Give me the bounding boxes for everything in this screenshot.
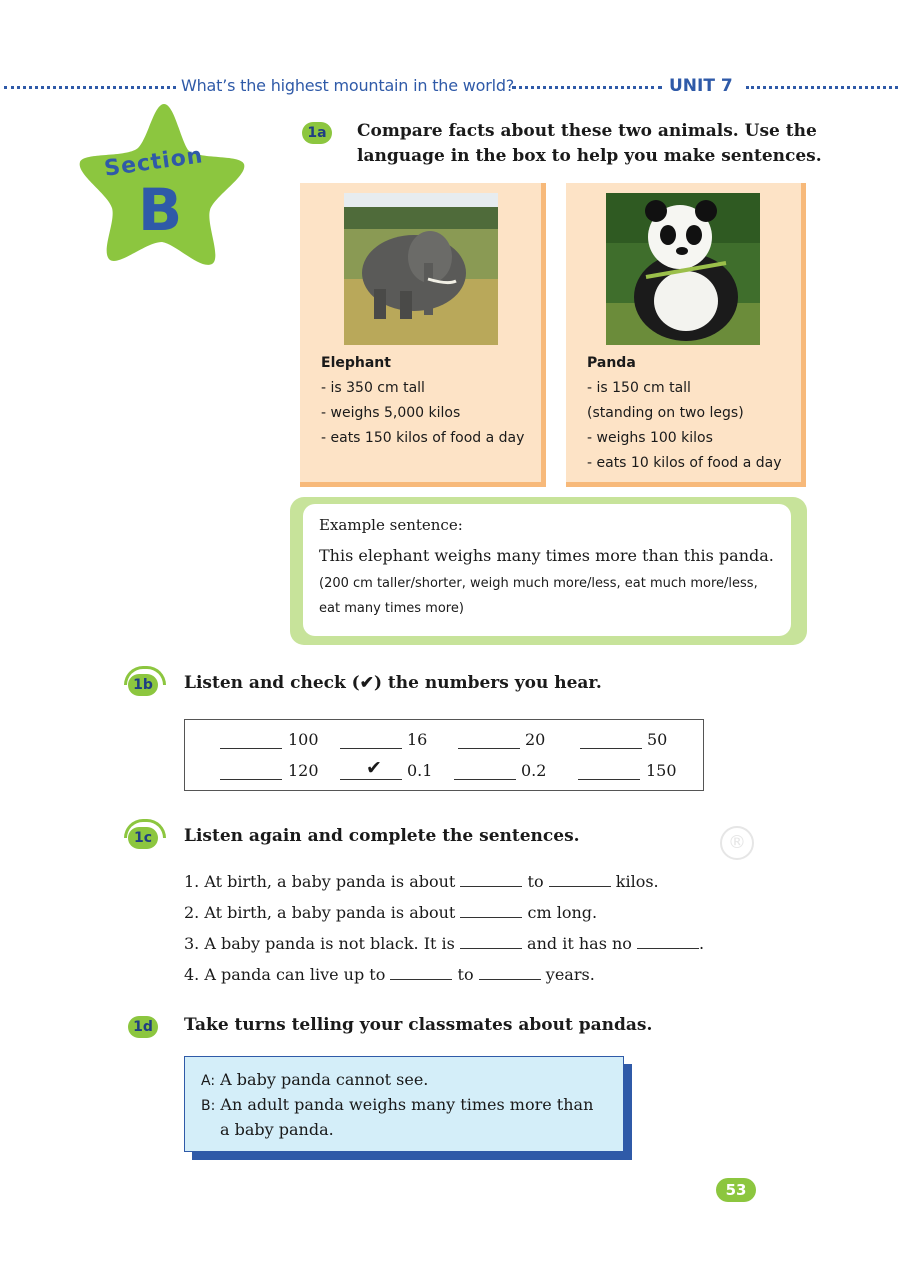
sentence-4 bbox=[184, 965, 595, 984]
check-blank[interactable] bbox=[578, 765, 640, 780]
check-blank[interactable] bbox=[458, 734, 520, 749]
answer-blank[interactable] bbox=[549, 874, 611, 887]
number-option: 16 bbox=[407, 730, 428, 749]
elephant-name: Elephant bbox=[321, 355, 391, 371]
check-blank[interactable] bbox=[454, 765, 516, 780]
sentence-text: 4. A panda can live up to bbox=[184, 965, 386, 984]
panda-photo bbox=[606, 193, 760, 345]
sentence-text: to bbox=[527, 872, 544, 891]
number-option: 150 bbox=[646, 761, 677, 780]
sentence-text: years. bbox=[545, 965, 595, 984]
answer-blank[interactable] bbox=[479, 967, 541, 980]
numbers-box bbox=[184, 719, 704, 791]
header-rule-right bbox=[746, 86, 898, 89]
registered-watermark: ® bbox=[720, 826, 754, 860]
answer-blank[interactable] bbox=[390, 967, 452, 980]
answer-blank[interactable] bbox=[637, 936, 699, 949]
header-unit: UNIT 7 bbox=[669, 76, 733, 96]
dialogue-text: An adult panda weighs many times more than bbox=[220, 1095, 594, 1114]
number-option: 0.2 bbox=[521, 761, 547, 780]
sentence-2 bbox=[184, 903, 597, 922]
panda-fact-2: (standing on two legs) bbox=[587, 405, 744, 421]
badge-1b: 1b bbox=[128, 674, 158, 696]
sentence-3 bbox=[184, 934, 704, 953]
check-mark-icon: ✔ bbox=[366, 757, 382, 779]
page-number: 53 bbox=[716, 1178, 756, 1202]
sentence-text: kilos. bbox=[615, 872, 659, 891]
check-blank[interactable] bbox=[340, 734, 402, 749]
dialogue-line-b-cont: a baby panda. bbox=[220, 1120, 334, 1139]
header-rule-left bbox=[4, 86, 176, 89]
number-option: 50 bbox=[647, 730, 668, 749]
dialogue-text: A baby panda cannot see. bbox=[220, 1070, 429, 1089]
sentence-1 bbox=[184, 872, 659, 891]
section-label: Section bbox=[102, 143, 205, 182]
panda-name: Panda bbox=[587, 355, 636, 371]
elephant-fact-3: - eats 150 kilos of food a day bbox=[321, 430, 525, 446]
sentence-text: to bbox=[457, 965, 474, 984]
number-option: 120 bbox=[288, 761, 319, 780]
number-option: 20 bbox=[525, 730, 546, 749]
answer-blank[interactable] bbox=[460, 936, 522, 949]
sentence-text: 2. At birth, a baby panda is about bbox=[184, 903, 456, 922]
header-rule-middle bbox=[512, 86, 662, 89]
number-option: 100 bbox=[288, 730, 319, 749]
number-option: 0.1 bbox=[407, 761, 433, 780]
elephant-fact-2: - weighs 5,000 kilos bbox=[321, 405, 461, 421]
instruction-1a-line2: language in the box to help you make sentences. bbox=[357, 146, 822, 166]
example-sentence: This elephant weighs many times more than this panda. bbox=[319, 546, 774, 565]
badge-1c: 1c bbox=[128, 827, 158, 849]
answer-blank[interactable] bbox=[460, 905, 522, 918]
instruction-1a-line1: Compare facts about these two animals. Use the bbox=[357, 121, 817, 141]
section-letter: B bbox=[138, 176, 183, 244]
instruction-1c: Listen again and complete the sentences. bbox=[184, 826, 580, 846]
sentence-text: . bbox=[699, 934, 705, 953]
header-title: What’s the highest mountain in the world? bbox=[181, 76, 515, 95]
example-note-1: (200 cm taller/shorter, weigh much more/less, eat much more/less, bbox=[319, 576, 758, 591]
sentence-text: 1. At birth, a baby panda is about bbox=[184, 872, 456, 891]
badge-1a: 1a bbox=[302, 122, 332, 144]
dialogue-line-a bbox=[201, 1070, 428, 1089]
speaker-b: B: bbox=[201, 1098, 216, 1114]
check-blank[interactable] bbox=[220, 734, 282, 749]
example-label: Example sentence: bbox=[319, 516, 463, 534]
sentence-text: cm long. bbox=[527, 903, 598, 922]
elephant-photo bbox=[344, 193, 498, 345]
panda-fact-3: - weighs 100 kilos bbox=[587, 430, 713, 446]
panda-fact-1: - is 150 cm tall bbox=[587, 380, 691, 396]
elephant-fact-1: - is 350 cm tall bbox=[321, 380, 425, 396]
instruction-1d: Take turns telling your classmates about pandas. bbox=[184, 1015, 653, 1035]
speaker-a: A: bbox=[201, 1073, 216, 1089]
badge-1d: 1d bbox=[128, 1016, 158, 1038]
instruction-1b: Listen and check (✔) the numbers you hear. bbox=[184, 673, 602, 693]
check-blank[interactable] bbox=[220, 765, 282, 780]
sentence-text: 3. A baby panda is not black. It is bbox=[184, 934, 455, 953]
check-blank[interactable] bbox=[580, 734, 642, 749]
panda-fact-4: - eats 10 kilos of food a day bbox=[587, 455, 782, 471]
answer-blank[interactable] bbox=[460, 874, 522, 887]
dialogue-line-b bbox=[201, 1095, 593, 1114]
example-note-2: eat many times more) bbox=[319, 601, 464, 616]
sentence-text: and it has no bbox=[527, 934, 632, 953]
